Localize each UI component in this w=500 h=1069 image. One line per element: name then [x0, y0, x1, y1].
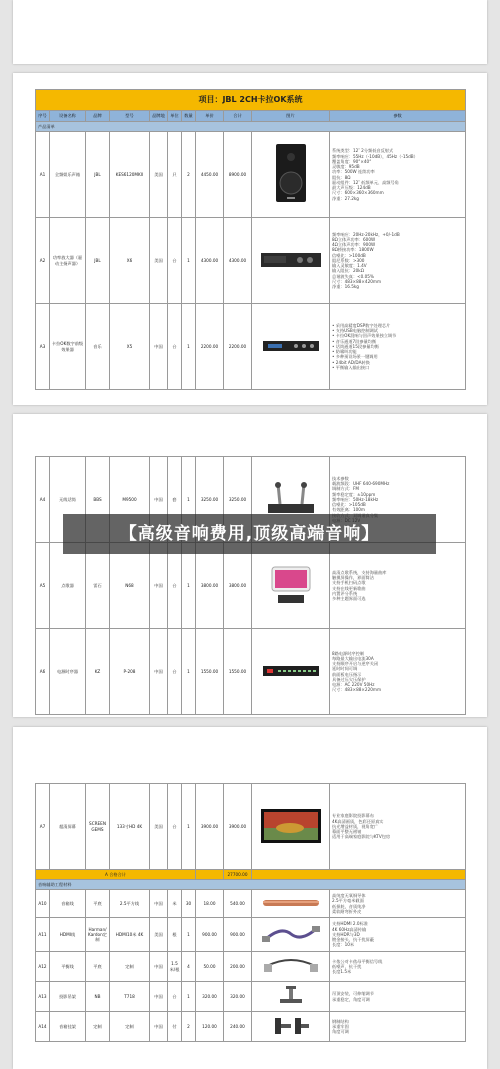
spec-line: 角度可调 — [332, 1029, 349, 1035]
spec-line: • 卡拉OK混响与回声效果独立调节 — [332, 333, 397, 339]
spec-line: 低损耗，音质纯净 — [332, 903, 366, 909]
cell-total: 3250.00 — [224, 457, 252, 543]
spec-line: 阻尼系数：>300 — [332, 257, 365, 263]
table-row — [36, 918, 466, 952]
cell-price: 2200.00 — [196, 304, 224, 390]
product-image — [252, 304, 330, 390]
spec-line: 调制方式：FM — [332, 486, 359, 492]
cell-spec — [330, 132, 466, 218]
cell-no: A2 — [36, 218, 50, 304]
cell-unit: 根 — [168, 918, 182, 952]
spec-line: 电源：AC 220V 50Hz — [332, 682, 375, 687]
spec-line: 尺寸：483×88×420mm — [332, 278, 382, 284]
cell-qty: 1 — [182, 457, 196, 543]
column-header: 数量 — [182, 111, 196, 122]
spec-line: 输入灵敏度：1.4V — [332, 263, 367, 269]
spec-line: 技术参数 — [332, 475, 349, 481]
cell-model: M9500 — [110, 457, 150, 543]
cell-brand: Harman/ Kardon定制 — [86, 918, 110, 952]
cell-name: 点歌器 — [50, 543, 86, 629]
product-image — [252, 218, 330, 304]
cell-qty: 1 — [182, 629, 196, 715]
spec-line: 前面板电压指示 — [332, 671, 362, 677]
cell-model: 定制 — [110, 952, 150, 982]
cell-unit: 台 — [168, 304, 182, 390]
cell-total: 3800.00 — [224, 543, 252, 629]
spec-line: 4K 60Hz高清传输 — [332, 926, 367, 932]
table-row — [36, 952, 466, 982]
cell-price: 3250.00 — [196, 457, 224, 543]
spec-line: 触摸屏操作，界面简洁 — [332, 575, 374, 580]
column-header: 设备名称 — [50, 111, 86, 122]
cell-unit: 台 — [168, 784, 182, 870]
subtotal-value: 27700.00 — [224, 870, 252, 880]
spec-line: 具备过压欠压保护 — [332, 676, 366, 682]
cell-no: A3 — [36, 304, 50, 390]
document-page-4 — [13, 727, 487, 1069]
section-label: 产品清单 — [36, 122, 466, 132]
spec-line: 频率响应：55Hz（-10dB），45Hz（-15dB） — [332, 153, 418, 159]
cell-no: A6 — [36, 629, 50, 715]
cell-model: X6 — [110, 218, 150, 304]
cell-brand: 平底 — [86, 952, 110, 982]
spec-line: 低噪声，抗干扰 — [332, 963, 362, 969]
table-row — [36, 543, 466, 629]
cell-model: X5 — [110, 304, 150, 390]
spec-line: 尺寸：600×360×360mm — [332, 190, 384, 196]
spec-line: 柔软耐弯折外皮 — [332, 908, 362, 914]
cell-no: A4 — [36, 457, 50, 543]
column-header: 序号 — [36, 111, 50, 122]
spec-line: • 支持USB电脑控制调试 — [332, 328, 378, 334]
document-page-3 — [13, 414, 487, 717]
cell-spec — [330, 629, 466, 715]
cell-qty: 1 — [182, 304, 196, 390]
cell-model: 2.5平方线 — [110, 890, 150, 918]
spec-line: 信噪比：>100dB — [332, 252, 366, 258]
cell-no: A12 — [36, 952, 50, 982]
cell-price: 50.00 — [196, 952, 224, 982]
spec-line: 净重：27.2kg — [332, 195, 359, 201]
cell-model: KES6120MKII — [110, 132, 150, 218]
cell-model: 133寸HD 4K — [110, 784, 150, 870]
cell-origin: 中国 — [150, 982, 168, 1012]
table-row — [36, 132, 466, 218]
product-image — [252, 543, 330, 629]
cell-no: A11 — [36, 918, 50, 952]
cell-qty: 4 — [182, 952, 196, 982]
cell-origin: 美国 — [150, 918, 168, 952]
cell-brand: KZ — [86, 629, 110, 715]
cell-name: HDMI线 — [50, 918, 86, 952]
spec-line: 灵敏度：95dB — [332, 164, 360, 169]
subtotal-blank — [252, 870, 466, 880]
spec-line: 2.5平方毫米截面 — [332, 898, 364, 904]
cell-name: 电源时序器 — [50, 629, 86, 715]
cell-unit: 台 — [168, 218, 182, 304]
spec-line: 承重稳定，角度可调 — [332, 996, 370, 1002]
cell-price: 120.00 — [196, 1012, 224, 1042]
table-title: 项目：JBL 2CH卡拉OK系统 — [36, 90, 466, 111]
cell-price: 4450.00 — [196, 132, 224, 218]
quote-table-page-1 — [35, 89, 466, 390]
product-image — [252, 132, 330, 218]
table-row — [36, 304, 466, 390]
cell-spec — [330, 952, 466, 982]
cell-unit: 台 — [168, 982, 182, 1012]
table-row — [36, 218, 466, 304]
spec-line: 镀金接头，抗干扰屏蔽 — [332, 937, 374, 943]
spec-line: 内置评分系统 — [332, 590, 358, 596]
spec-line: 长度：10米 — [332, 942, 355, 948]
cell-name: 音箱挂架 — [50, 1012, 86, 1042]
cell-model: 定制 — [110, 1012, 150, 1042]
cell-qty: 1 — [182, 543, 196, 629]
column-header: 单价 — [196, 111, 224, 122]
spec-line: 每路最大输出电流30A — [332, 655, 374, 661]
cell-unit: 米 — [168, 890, 182, 918]
cell-total: 240.00 — [224, 1012, 252, 1042]
cell-qty: 1 — [182, 982, 196, 1012]
spec-line: 钢制结构 — [332, 1018, 349, 1024]
cell-brand: 雷石 — [86, 543, 110, 629]
table-row — [36, 784, 466, 870]
cell-qty: 30 — [182, 890, 196, 918]
cell-total: 1550.00 — [224, 629, 252, 715]
column-header: 参数 — [330, 111, 466, 122]
product-image — [252, 982, 330, 1012]
product-image — [252, 784, 330, 870]
table-row — [36, 890, 466, 918]
cell-brand: JBL — [86, 132, 110, 218]
spec-line: 支持顺序开启与逆序关闭 — [332, 661, 379, 666]
spec-line: 延时时间可调 — [332, 666, 358, 672]
cell-origin: 中国 — [150, 543, 168, 629]
spec-line: 信噪比：>105dB — [332, 502, 366, 508]
cell-name: 无线话筒 — [50, 457, 86, 543]
cell-name: 投影吊架 — [50, 982, 86, 1012]
spec-line: 净重：16.5kg — [332, 284, 359, 290]
spec-line: 输入阻抗：20kΩ — [332, 268, 364, 274]
cell-total: 4300.00 — [224, 218, 252, 304]
column-header: 图片 — [252, 111, 330, 122]
subtotal-label: A 合格合计 — [36, 870, 196, 880]
spec-line: 阻抗：8Ω — [332, 174, 351, 180]
cell-origin: 中国 — [150, 952, 168, 982]
section-label-aux: 音响辅助工程材料 — [36, 880, 466, 890]
cell-qty: 1 — [182, 784, 196, 870]
cell-qty: 1 — [182, 218, 196, 304]
spec-line: 卡侬公对卡侬母平衡信号线 — [332, 958, 383, 964]
table-row — [36, 982, 466, 1012]
cell-brand: 平底 — [86, 890, 110, 918]
spec-line: 最大声压级：124dB — [332, 185, 371, 190]
spec-line: 频率稳定度：±10ppm — [332, 491, 376, 497]
spec-line: 尺寸：483×88×220mm — [332, 687, 382, 693]
spec-line: 覆盖角度：90°×40° — [332, 158, 372, 164]
cell-price: 18.00 — [196, 890, 224, 918]
spec-line: 8路电源时序控制 — [332, 650, 364, 656]
spec-line: 抗光增益材质，视角宽广 — [332, 823, 379, 829]
cell-brand: BBS — [86, 457, 110, 543]
cell-unit: 台 — [168, 629, 182, 715]
spec-line: 频率响应：20Hz-20kHz，+0/-1dB — [332, 231, 400, 237]
spec-line: • 话筒通道15段参量均衡 — [332, 343, 379, 349]
cell-model: N68 — [110, 543, 150, 629]
quote-table-page-2 — [35, 456, 466, 715]
cell-name: 超清屏幕 — [50, 784, 86, 870]
spec-line: 适用于高端家庭影院与KTV包房 — [332, 834, 391, 840]
cell-model: P-208 — [110, 629, 150, 715]
title-banner: 【高级音响费用,顶级高端音响】 — [63, 514, 436, 554]
product-image — [252, 629, 330, 715]
cell-no: A14 — [36, 1012, 50, 1042]
spec-line: 支持HDR与3D — [332, 931, 360, 937]
cell-spec — [330, 218, 466, 304]
spec-line: 有效距离：100m — [332, 507, 366, 513]
spec-line: 系统类型：12″ 2分频低音反射式 — [332, 148, 394, 154]
cell-spec — [330, 890, 466, 918]
cell-total: 540.00 — [224, 890, 252, 918]
cell-unit: 1.5米/根 — [168, 952, 182, 982]
spec-line: 频率响应：50Hz-18kHz — [332, 496, 379, 502]
cell-brand: SCREEN GEMS — [86, 784, 110, 870]
spec-line: 支持手机扫码点歌 — [332, 580, 366, 586]
quote-table-page-3 — [35, 783, 466, 1042]
cell-origin: 中国 — [150, 1012, 168, 1042]
cell-name: 音箱线 — [50, 890, 86, 918]
cell-price: 3800.00 — [196, 543, 224, 629]
spec-line: 吊顶安装，可伸缩调节 — [332, 991, 374, 997]
spec-line: 4Ω立体声功率：900W — [332, 242, 376, 248]
cell-origin: 中国 — [150, 304, 168, 390]
cell-unit: 付 — [168, 1012, 182, 1042]
cell-qty: 2 — [182, 132, 196, 218]
table-row — [36, 1012, 466, 1042]
cell-origin: 美国 — [150, 218, 168, 304]
cell-qty: 1 — [182, 918, 196, 952]
spec-line: 4K高清画质，色彩还原真实 — [332, 818, 384, 824]
cell-no: A1 — [36, 132, 50, 218]
cell-origin: 中国 — [150, 890, 168, 918]
cell-name: 全频娱乐声箱 — [50, 132, 86, 218]
product-image — [252, 890, 330, 918]
cell-unit: 台 — [168, 543, 182, 629]
cell-name: 功率放大器（驱动主扬声器） — [50, 218, 86, 304]
column-header: 单位 — [168, 111, 182, 122]
cell-price: 3900.00 — [196, 784, 224, 870]
cell-origin: 美国 — [150, 132, 168, 218]
cell-origin: 中国 — [150, 457, 168, 543]
spec-line: 多种主题界面可选 — [332, 596, 366, 601]
column-header: 品牌 — [86, 111, 110, 122]
cell-brand: NB — [86, 982, 110, 1012]
cell-spec — [330, 918, 466, 952]
spec-line: 驱动组件：12″ 低频单元、高频号角 — [332, 179, 399, 185]
subtotal-spacer — [196, 870, 224, 880]
cell-total: 900.00 — [224, 918, 252, 952]
cell-spec — [330, 982, 466, 1012]
cell-no: A13 — [36, 982, 50, 1012]
spec-line: • 防啸叫功能 — [332, 349, 357, 355]
spec-line: 承重牢固 — [332, 1023, 349, 1029]
cell-unit: 套 — [168, 457, 182, 543]
cell-spec — [330, 543, 466, 629]
cell-origin: 中国 — [150, 629, 168, 715]
table-row — [36, 629, 466, 715]
column-header: 品牌地 — [150, 111, 168, 122]
cell-total: 8900.00 — [224, 132, 252, 218]
cell-no: A10 — [36, 890, 50, 918]
spec-line: 8Ω立体声功率：600W — [332, 236, 376, 242]
cell-qty: 2 — [182, 1012, 196, 1042]
cell-total: 3900.00 — [224, 784, 252, 870]
cell-name: 平衡线 — [50, 952, 86, 982]
spec-line: • 采用高精度DSP数字处理芯片 — [332, 322, 391, 328]
spec-line: 幕面平整无褶皱 — [332, 829, 362, 835]
cell-spec — [330, 784, 466, 870]
product-image — [252, 1012, 330, 1042]
cell-model: HDMI10米 4K — [110, 918, 150, 952]
cell-no: A5 — [36, 543, 50, 629]
cell-brand: JBL — [86, 218, 110, 304]
spec-line: 专业家庭影院投影幕布 — [332, 813, 374, 819]
product-image — [252, 952, 330, 982]
cell-total: 200.00 — [224, 952, 252, 982]
spec-line: 载波频段：UHF 640-690MHz — [332, 481, 390, 487]
spec-line: 8Ω桥接功率：1800W — [332, 247, 374, 253]
cell-price: 4300.00 — [196, 218, 224, 304]
cell-name: 卡拉OK数字前级效果器 — [50, 304, 86, 390]
spec-line: 支持HDMI 2.0标准 — [332, 921, 368, 927]
document-page-2 — [13, 73, 487, 405]
spec-line: 高清点歌系统，支持海量曲库 — [332, 569, 387, 575]
cell-price: 1550.00 — [196, 629, 224, 715]
column-header: 合计 — [224, 111, 252, 122]
spec-line: • 多种预设场景一键调用 — [332, 354, 378, 360]
cell-price: 320.00 — [196, 982, 224, 1012]
column-header: 型号 — [110, 111, 150, 122]
spec-line: • 24bit AD/DA转换 — [332, 359, 370, 365]
cell-origin: 美国 — [150, 784, 168, 870]
spec-line: • 平衡输入输出接口 — [332, 364, 370, 370]
cell-spec — [330, 304, 466, 390]
cell-spec — [330, 1012, 466, 1042]
spec-line: 功率：500W 连续功率 — [332, 169, 375, 175]
cell-brand: 音乐 — [86, 304, 110, 390]
cell-unit: 只 — [168, 132, 182, 218]
spec-line: • 音乐通道7段参量均衡 — [332, 338, 377, 344]
spec-line: 总谐波失真：<0.05% — [332, 273, 374, 279]
spec-line: 高纯度无氧铜导体 — [332, 893, 366, 898]
cell-total: 2200.00 — [224, 304, 252, 390]
cell-no: A7 — [36, 784, 50, 870]
spec-line: 长度1.5米 — [332, 969, 352, 975]
cell-brand: 定制 — [86, 1012, 110, 1042]
cell-model: T718 — [110, 982, 150, 1012]
cell-total: 320.00 — [224, 982, 252, 1012]
cell-price: 900.00 — [196, 918, 224, 952]
document-page-1-partial — [13, 0, 487, 64]
spec-line: 支持在线更新歌曲 — [332, 585, 366, 591]
product-image — [252, 918, 330, 952]
